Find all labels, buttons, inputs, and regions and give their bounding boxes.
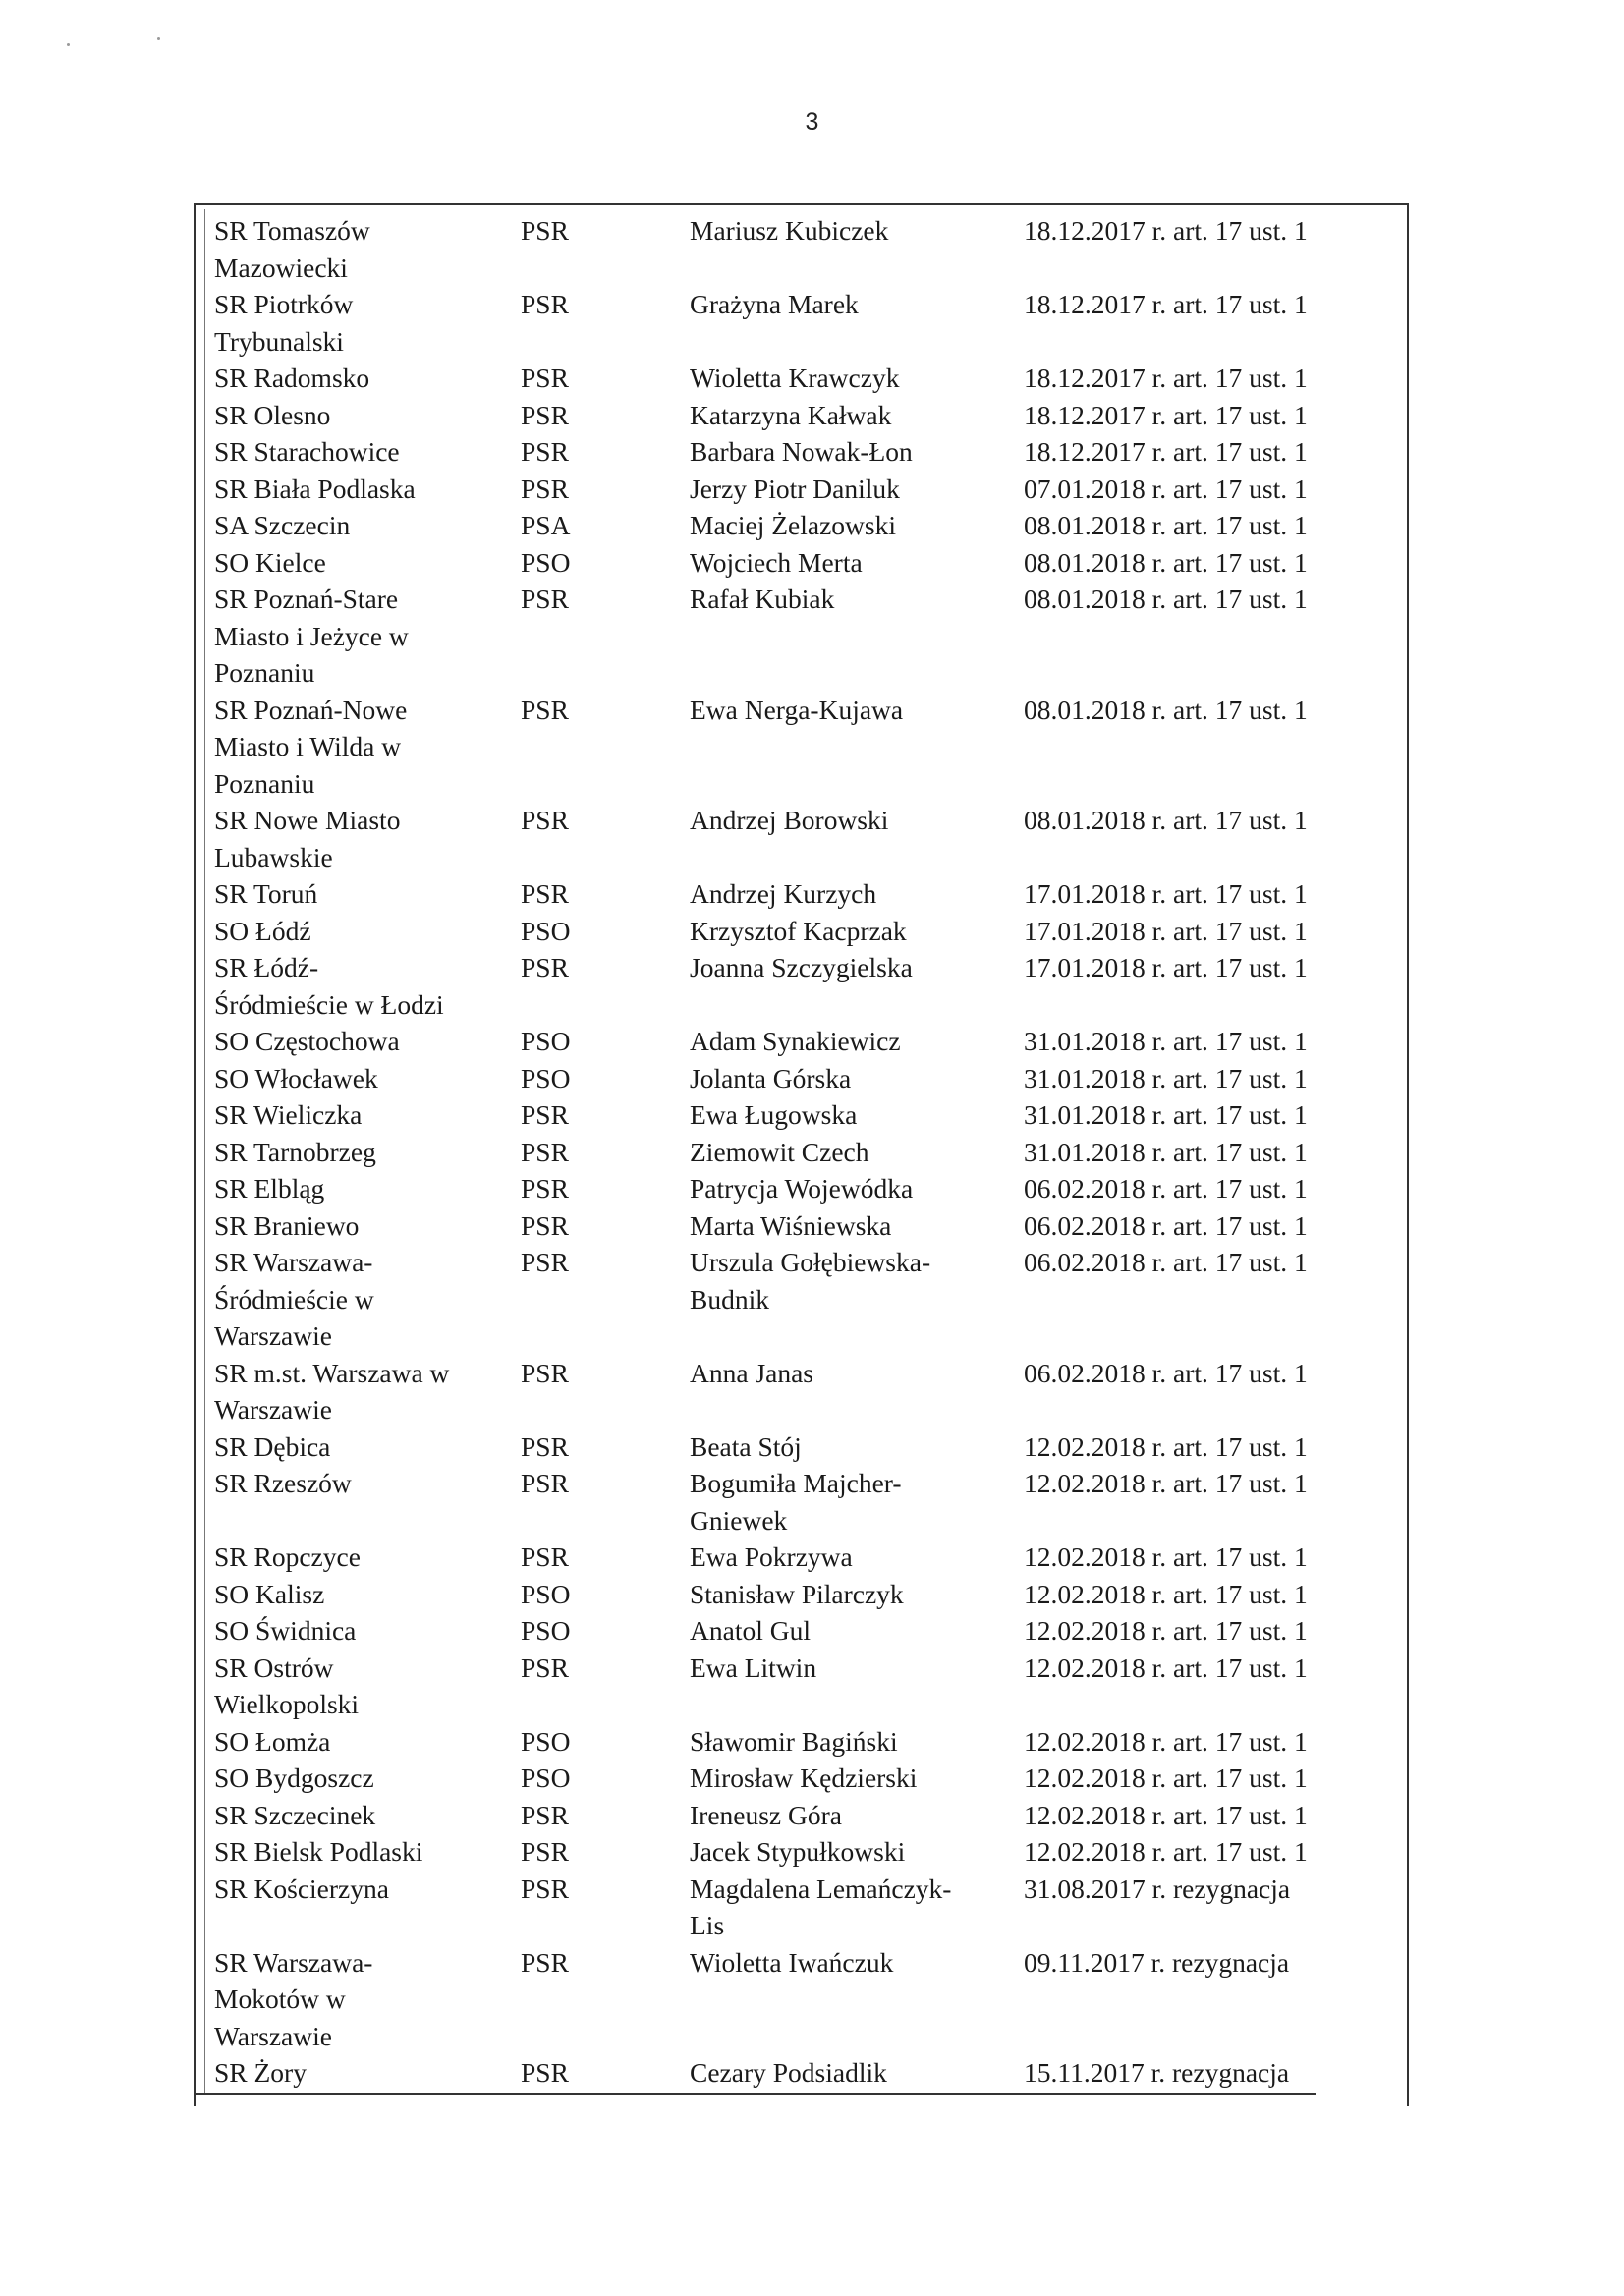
date-basis-cell: 12.02.2018 r. art. 17 ust. 1 [1024, 1725, 1308, 1757]
court-type-cell: PSR [521, 1946, 569, 1978]
table-row [214, 1871, 1393, 1944]
table-row [214, 1576, 1393, 1613]
judge-name-cell: Rafał Kubiak [690, 584, 835, 614]
court-cell: SR Szczecinek [214, 1799, 376, 1830]
table-row [214, 1760, 1393, 1797]
table-row [214, 507, 1393, 544]
date-basis-cell: 08.01.2018 r. art. 17 ust. 1 [1024, 694, 1308, 725]
court-type-cell: PSO [521, 1062, 571, 1093]
date-basis-cell: 12.02.2018 r. art. 17 ust. 1 [1024, 1541, 1308, 1572]
date-basis-cell: 06.02.2018 r. art. 17 ust. 1 [1024, 1247, 1308, 1277]
table-row [214, 875, 1393, 913]
court-cell: SR Olesno [214, 399, 331, 430]
judge-name-cell: Mariusz Kubiczek [690, 215, 889, 246]
court-cell: SR Elbląg [214, 1173, 325, 1204]
date-basis-cell: 31.08.2017 r. rezygnacja [1024, 1873, 1291, 1904]
table-row [214, 397, 1393, 434]
court-type-cell: PSO [521, 1026, 571, 1056]
judge-name-cell: Maciej Żelazowski [690, 510, 896, 540]
table-row [214, 692, 1393, 803]
table-row [214, 1539, 1393, 1576]
court-type-cell: PSR [521, 289, 569, 319]
date-basis-cell: 17.01.2018 r. art. 17 ust. 1 [1024, 878, 1308, 909]
table-row [214, 1170, 1393, 1207]
court-type-cell: PSR [521, 436, 569, 467]
court-type-cell: PSO [521, 1578, 571, 1609]
court-type-cell: PSR [521, 1173, 569, 1204]
court-type-cell: PSA [521, 510, 571, 540]
court-cell: SR Rzeszów [214, 1468, 352, 1498]
judge-name-cell: Wojciech Merta [690, 546, 863, 578]
court-cell: SR Tarnobrzeg [214, 1136, 376, 1167]
table-row [214, 949, 1393, 1023]
judge-name-cell: Jerzy Piotr Daniluk [690, 473, 900, 504]
judge-name-cell: Ziemowit Czech [690, 1136, 869, 1167]
court-type-cell: PSO [521, 915, 571, 946]
judge-name-cell: Barbara Nowak-Łon [690, 436, 913, 467]
table-row [214, 433, 1393, 471]
date-basis-cell: 17.01.2018 r. art. 17 ust. 1 [1024, 952, 1308, 982]
court-cell: SR Poznań-Stare Miasto i Jeżyce w Poznaniu [214, 584, 409, 688]
court-type-cell: PSR [521, 878, 569, 909]
judge-name-cell: Ewa Pokrzywa [690, 1541, 853, 1572]
date-basis-cell: 12.02.2018 r. art. 17 ust. 1 [1024, 1763, 1308, 1793]
table-bottom-rule [194, 2093, 1316, 2095]
date-basis-cell: 12.02.2018 r. art. 17 ust. 1 [1024, 1578, 1308, 1609]
court-cell: SR Bielsk Podlaski [214, 1836, 423, 1867]
date-basis-cell: 18.12.2017 r. art. 17 ust. 1 [1024, 289, 1308, 319]
court-cell: SR Dębica [214, 1430, 331, 1462]
court-cell: SR Toruń [214, 878, 318, 909]
court-type-cell: PSO [521, 1725, 571, 1757]
judge-name-cell: Marta Wiśniewska [690, 1209, 892, 1241]
judge-name-cell: Joanna Szczygielska [690, 952, 913, 982]
table-row [214, 1833, 1393, 1871]
court-type-cell: PSO [521, 546, 571, 578]
judge-name-cell: Jolanta Górska [690, 1062, 852, 1093]
court-cell: SR Ostrów Wielkopolski [214, 1652, 360, 1719]
date-basis-cell: 15.11.2017 r. rezygnacja [1024, 2057, 1290, 2088]
date-basis-cell: 18.12.2017 r. art. 17 ust. 1 [1024, 399, 1308, 430]
court-cell: SA Szczecin [214, 510, 351, 540]
table-row [214, 1797, 1393, 1834]
court-type-cell: PSO [521, 1763, 571, 1793]
court-type-cell: PSR [521, 1799, 569, 1830]
table-row [214, 1944, 1393, 2055]
judge-name-cell: Anna Janas [690, 1357, 814, 1388]
table-row [214, 1023, 1393, 1060]
table-row [214, 1465, 1393, 1539]
date-basis-cell: 31.01.2018 r. art. 17 ust. 1 [1024, 1026, 1308, 1056]
court-cell: SR m.st. Warszawa w Warszawie [214, 1357, 450, 1425]
table-row [214, 2054, 1393, 2092]
date-basis-cell: 08.01.2018 r. art. 17 ust. 1 [1024, 584, 1308, 614]
table-row [214, 286, 1393, 360]
court-type-cell: PSR [521, 694, 569, 725]
judge-name-cell: Urszula Gołębiewska- Budnik [690, 1247, 931, 1315]
date-basis-cell: 12.02.2018 r. art. 17 ust. 1 [1024, 1430, 1308, 1462]
court-type-cell: PSR [521, 1099, 569, 1130]
court-type-cell: PSR [521, 399, 569, 430]
table-row [214, 913, 1393, 950]
date-basis-cell: 12.02.2018 r. art. 17 ust. 1 [1024, 1836, 1308, 1867]
table-row [214, 581, 1393, 692]
date-basis-cell: 06.02.2018 r. art. 17 ust. 1 [1024, 1357, 1308, 1388]
court-type-cell: PSR [521, 1430, 569, 1462]
table-row [214, 1244, 1393, 1355]
court-type-cell: PSR [521, 2057, 569, 2088]
judge-name-cell: Anatol Gul [690, 1615, 811, 1646]
court-type-cell: PSR [521, 584, 569, 614]
court-cell: SR Braniewo [214, 1209, 360, 1241]
date-basis-cell: 08.01.2018 r. art. 17 ust. 1 [1024, 805, 1308, 835]
court-cell: SR Radomsko [214, 363, 370, 393]
court-cell: SR Żory [214, 2057, 307, 2088]
court-cell: SR Nowe Miasto Lubawskie [214, 805, 401, 872]
date-basis-cell: 09.11.2017 r. rezygnacja [1024, 1946, 1290, 1978]
court-cell: SR Piotrków Trybunalski [214, 289, 354, 357]
court-type-cell: PSR [521, 1836, 569, 1867]
court-type-cell: PSR [521, 215, 569, 246]
table-row [214, 1096, 1393, 1134]
judge-name-cell: Stanisław Pilarczyk [690, 1578, 904, 1609]
court-type-cell: PSR [521, 805, 569, 835]
judge-name-cell: Jacek Stypułkowski [690, 1836, 906, 1867]
date-basis-cell: 12.02.2018 r. art. 17 ust. 1 [1024, 1799, 1308, 1830]
judge-name-cell: Patrycja Wojewódka [690, 1173, 914, 1204]
court-type-cell: PSR [521, 1468, 569, 1498]
scan-speck [157, 37, 160, 40]
judge-name-cell: Mirosław Kędzierski [690, 1763, 918, 1793]
judge-name-cell: Katarzyna Kałwak [690, 399, 892, 430]
judge-name-cell: Ewa Nerga-Kujawa [690, 694, 904, 725]
table-row [214, 471, 1393, 508]
judge-name-cell: Bogumiła Majcher- Gniewek [690, 1468, 902, 1536]
table-row [214, 360, 1393, 397]
table-row [214, 1134, 1393, 1171]
table-inner-rule [204, 209, 205, 2093]
court-cell: SR Warszawa- Śródmieście w Warszawie [214, 1247, 374, 1351]
court-type-cell: PSR [521, 1652, 569, 1683]
court-cell: SR Starachowice [214, 436, 400, 467]
judge-name-cell: Grażyna Marek [690, 289, 859, 319]
table-row [214, 1355, 1393, 1428]
court-cell: SO Kielce [214, 546, 326, 578]
scan-speck [67, 43, 70, 46]
court-type-cell: PSR [521, 1541, 569, 1572]
date-basis-cell: 31.01.2018 r. art. 17 ust. 1 [1024, 1062, 1308, 1093]
judge-name-cell: Cezary Podsiadlik [690, 2057, 887, 2088]
judge-name-cell: Ewa Litwin [690, 1652, 817, 1683]
table-row [214, 1428, 1393, 1466]
judge-name-cell: Wioletta Krawczyk [690, 363, 900, 393]
court-cell: SR Warszawa- Mokotów w Warszawie [214, 1946, 373, 2051]
court-cell: SR Biała Podlaska [214, 473, 416, 504]
judge-name-cell: Ireneusz Góra [690, 1799, 842, 1830]
judge-name-cell: Magdalena Lemańczyk- Lis [690, 1873, 952, 1940]
table-row [214, 1723, 1393, 1761]
date-basis-cell: 31.01.2018 r. art. 17 ust. 1 [1024, 1099, 1308, 1130]
date-basis-cell: 12.02.2018 r. art. 17 ust. 1 [1024, 1468, 1308, 1498]
court-cell: SR Wieliczka [214, 1099, 363, 1130]
court-cell: SO Kalisz [214, 1578, 325, 1609]
court-cell: SR Ropczyce [214, 1541, 361, 1572]
court-type-cell: PSR [521, 1873, 569, 1904]
table-row [214, 1612, 1393, 1650]
date-basis-cell: 17.01.2018 r. art. 17 ust. 1 [1024, 915, 1308, 946]
court-cell: SO Łódź [214, 915, 311, 946]
date-basis-cell: 18.12.2017 r. art. 17 ust. 1 [1024, 215, 1308, 246]
court-type-cell: PSR [521, 1136, 569, 1167]
court-cell: SO Świdnica [214, 1615, 357, 1646]
judge-name-cell: Sławomir Bagiński [690, 1725, 898, 1757]
table-row [214, 1207, 1393, 1245]
court-type-cell: PSO [521, 1615, 571, 1646]
table-row [214, 1650, 1393, 1723]
court-cell: SR Poznań-Nowe Miasto i Wilda w Poznaniu [214, 694, 408, 799]
court-cell: SO Włocławek [214, 1062, 378, 1093]
court-type-cell: PSR [521, 1209, 569, 1241]
table-row [214, 212, 1393, 286]
date-basis-cell: 18.12.2017 r. art. 17 ust. 1 [1024, 363, 1308, 393]
date-basis-cell: 06.02.2018 r. art. 17 ust. 1 [1024, 1173, 1308, 1204]
court-cell: SR Kościerzyna [214, 1873, 389, 1904]
court-type-cell: PSR [521, 363, 569, 393]
date-basis-cell: 31.01.2018 r. art. 17 ust. 1 [1024, 1136, 1308, 1167]
date-basis-cell: 08.01.2018 r. art. 17 ust. 1 [1024, 546, 1308, 578]
court-cell: SO Bydgoszcz [214, 1763, 374, 1793]
date-basis-cell: 08.01.2018 r. art. 17 ust. 1 [1024, 510, 1308, 540]
date-basis-cell: 12.02.2018 r. art. 17 ust. 1 [1024, 1615, 1308, 1646]
court-type-cell: PSR [521, 1247, 569, 1277]
court-type-cell: PSR [521, 952, 569, 982]
judge-name-cell: Wioletta Iwańczuk [690, 1946, 894, 1978]
court-cell: SR Tomaszów Mazowiecki [214, 215, 370, 283]
date-basis-cell: 12.02.2018 r. art. 17 ust. 1 [1024, 1652, 1308, 1683]
court-type-cell: PSR [521, 473, 569, 504]
judge-name-cell: Beata Stój [690, 1430, 802, 1462]
date-basis-cell: 07.01.2018 r. art. 17 ust. 1 [1024, 473, 1308, 504]
page-number: 3 [805, 108, 819, 136]
judge-name-cell: Andrzej Kurzych [690, 878, 877, 909]
court-type-cell: PSR [521, 1357, 569, 1388]
table-row [214, 1060, 1393, 1097]
date-basis-cell: 18.12.2017 r. art. 17 ust. 1 [1024, 436, 1308, 467]
judge-name-cell: Krzysztof Kacprzak [690, 915, 907, 946]
judge-name-cell: Ewa Ługowska [690, 1099, 858, 1130]
judge-name-cell: Andrzej Borowski [690, 805, 889, 835]
appointments-table [214, 212, 1393, 2092]
date-basis-cell: 06.02.2018 r. art. 17 ust. 1 [1024, 1209, 1308, 1241]
court-cell: SO Częstochowa [214, 1026, 400, 1056]
court-cell: SO Łomża [214, 1725, 331, 1757]
table-row [214, 544, 1393, 582]
judge-name-cell: Adam Synakiewicz [690, 1026, 901, 1056]
table-row [214, 802, 1393, 875]
court-cell: SR Łódź- Śródmieście w Łodzi [214, 952, 444, 1020]
